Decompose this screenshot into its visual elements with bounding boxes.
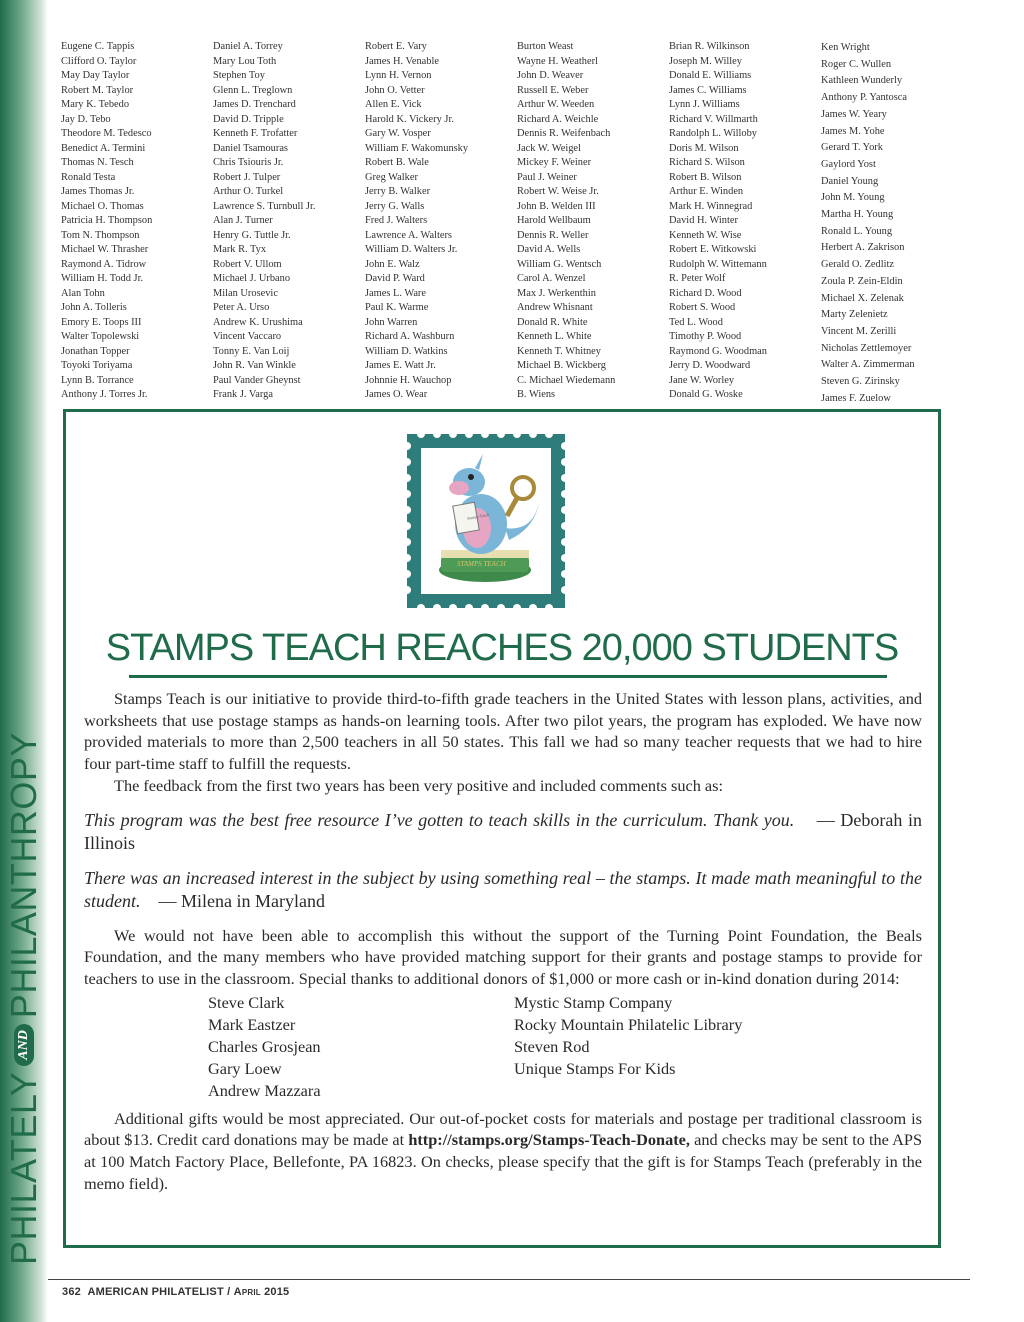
list-item: R. Peter Wolf [669,273,726,284]
list-item: Fred J. Walters [365,215,428,226]
list-item: C. Michael Wiedemann [517,374,616,386]
list-item: B. Wiens [517,389,556,400]
list-item: Harold Wellbaum [517,215,591,226]
list-item: Peter A. Urso [213,302,270,313]
list-item: Lynn J. Williams [669,99,740,110]
list-item: Paul J. Weiner [517,171,577,183]
footer-rule [48,1279,970,1280]
list-item: Rudolph W. Wittemann [669,258,767,270]
section-label-philately: PHILATELY [3,1071,44,1265]
list-item: Lawrence A. Walters [365,229,452,241]
donor-name: Charles Grosjean [208,1036,321,1056]
list-item: John D. Weaver [517,70,584,81]
list-item: Michael J. Urbano [213,273,291,284]
donor-name: Steve Clark [208,992,285,1012]
list-item: John M. Young [821,192,885,204]
list-item: Milan Urosevic [213,287,278,299]
list-item: John B. Welden III [517,200,596,212]
list-item: Mickey F. Weiner [517,157,592,168]
list-item: Raymond A. Tidrow [61,258,147,270]
list-item: Richard A. Weichle [517,113,599,125]
list-item: Vincent M. Zerilli [821,325,897,337]
list-item: James M. Yohe [821,125,885,137]
list-item: Jane W. Worley [669,374,735,386]
list-item: Kenneth L. White [517,331,592,342]
quote-2-attribution: — Milena in Maryland [158,890,325,911]
list-item: Anthony J. Torres Jr. [61,389,148,400]
list-item: Nicholas Zettlemoyer [821,342,912,354]
paragraph-feedback: The feedback from the first two years has been very positive and included comments such as: [114,775,723,795]
list-item: Johnnie H. Wauchop [365,374,452,386]
list-item: Robert W. Weise Jr. [517,186,599,197]
list-item: Arthur W. Weeden [517,99,595,110]
list-item: Anthony P. Yantosca [821,92,908,104]
list-item: Kenneth F. Trofatter [213,128,298,139]
donor-column-right [514,992,820,1102]
and-badge: AND [14,1024,34,1066]
list-item: Emory E. Toops III [61,316,142,328]
list-item: David D. Tripple [213,113,284,125]
list-item: Jerry B. Walker [365,186,431,197]
donor-name: Mark Eastzer [208,1014,296,1034]
list-item: Frank J. Varga [213,389,273,400]
list-item: Gerald O. Zedlitz [821,259,894,271]
list-item: Michael W. Thrasher [61,244,149,255]
list-item: Richard D. Wood [669,287,742,299]
list-item: Roger C. Wullen [821,58,892,70]
name-column [213,40,359,407]
list-item: May Day Taylor [61,70,130,81]
list-item: William D. Walters Jr. [365,244,458,255]
list-item: Donald G. Woske [669,389,743,400]
list-item: Harold K. Vickery Jr. [365,113,454,125]
list-item: Richard A. Washburn [365,331,455,342]
list-item: Vincent Vaccaro [213,331,282,342]
list-item: Eugene C. Tappis [61,41,135,52]
list-item: Lawrence S. Turnbull Jr. [213,200,316,212]
donor-name: Mystic Stamp Company [514,992,673,1012]
list-item: Mary K. Tebedo [61,99,130,110]
quote-1 [84,809,922,855]
list-item: Robert S. Wood [669,302,736,313]
list-item: James F. Zuelow [821,392,891,404]
donor-list [208,992,922,1102]
list-item: Jerry D. Woodward [669,360,751,371]
list-item: Gary W. Vosper [365,128,431,139]
list-item: David P. Ward [365,273,425,284]
list-item: James E. Watt Jr. [365,360,436,371]
list-item: Greg Walker [365,171,418,183]
list-item: Clifford O. Taylor [61,55,137,67]
donor-name: Andrew Mazzara [208,1080,321,1100]
list-item: John A. Tolleris [61,302,127,313]
paragraph-donate [84,1108,922,1195]
paragraph-thanks: We would not have been able to accomplish this without the support of the Turning Point Foundation, the Beals Foundation, and the many members who have provided matching support for their grants and postage stamps to provide for teachers to use in the classroom. Special thanks to additional donors of $1,000 or more cash or in-kind donation during 2014: [84,925,922,988]
list-item: Arthur O. Turkel [213,186,284,197]
list-item: Jack W. Weigel [517,142,581,154]
list-item: Jerry G. Walls [365,200,425,212]
donate-link[interactable]: http://stamps.org/Stamps-Teach-Donate, [408,1130,690,1150]
list-item: Jay D. Tebo [61,113,111,125]
svg-text:STAMPS TEACH: STAMPS TEACH [457,560,506,568]
list-item: Michael B. Wickberg [517,360,606,371]
article-headline: STAMPS TEACH REACHES 20,000 STUDENTS [105,627,899,669]
list-item: Walter A. Zimmerman [821,359,915,371]
list-item: Michael O. Thomas [61,200,144,212]
list-item: Kathleen Wunderly [821,75,903,87]
list-item: Ken Wright [821,42,870,53]
list-item: Donald E. Williams [669,70,752,81]
list-item: James H. Venable [365,55,439,67]
quote-2 [84,867,922,913]
list-item: Daniel A. Torrey [213,41,283,52]
list-item: Brian R. Wilkinson [669,41,750,52]
list-item: Arthur E. Winden [669,186,744,197]
list-item: Walter Topolewski [61,331,140,342]
donor-name: Gary Loew [208,1058,282,1078]
list-item: Tonny E. Van Loij [213,345,290,357]
list-item: Kenneth W. Wise [669,229,742,241]
list-item: Ronald L. Young [821,225,893,237]
publication-name: AMERICAN PHILATELIST [87,1286,224,1298]
list-item: Raymond G. Woodman [669,345,767,357]
list-item: Robert B. Wilson [669,171,742,183]
list-item: Mark R. Tyx [213,244,267,255]
list-item: Max J. Werkenthin [517,287,596,299]
list-item: William G. Wentsch [517,258,602,270]
list-item: David H. Winter [669,215,738,226]
list-item: Randolph L. Willoby [669,128,757,139]
list-item: Andrew K. Urushima [213,316,303,328]
list-item: James D. Trenchard [213,99,296,110]
list-item: Michael X. Zelenak [821,292,904,304]
donor-name: Unique Stamps For Kids [514,1058,676,1078]
list-item: Thomas N. Tesch [61,157,134,168]
list-item: James Thomas Jr. [61,186,135,197]
list-item: James C. Williams [669,84,747,96]
list-item: Theodore M. Tedesco [61,128,152,139]
list-item: Richard S. Wilson [669,157,745,168]
list-item: David A. Wells [517,244,581,255]
name-column [669,40,815,407]
list-item: Robert V. Ullom [213,258,282,270]
list-item: Glenn L. Treglown [213,84,293,96]
name-column [821,40,931,407]
list-item: Daniel Young [821,175,879,187]
list-item: Robert B. Wale [365,157,429,168]
list-item: Wayne H. Weatherl [517,55,598,67]
list-item: Joseph M. Willey [669,55,742,67]
list-item: Martha H. Young [821,209,894,221]
list-item: Timothy P. Wood [669,331,742,342]
list-item: Russell E. Weber [517,84,589,96]
headline-rule [129,675,887,678]
list-item: James W. Yeary [821,108,887,120]
page-footer [62,1286,289,1298]
list-item: Henry G. Tuttle Jr. [213,229,291,241]
list-item: Lynn B. Torrance [61,374,134,386]
name-column [517,40,663,407]
list-item: Kenneth T. Whitney [517,345,601,357]
list-item: Richard V. Willmarth [669,113,758,125]
section-label [1,732,47,1265]
article-body [84,688,922,1194]
donor-name-list [61,40,931,407]
list-item: Doris M. Wilson [669,142,739,154]
stamps-teach-logo [405,432,567,610]
list-item: John R. Van Winkle [213,360,296,371]
list-item: John E. Walz [365,258,420,270]
list-item: Stephen Toy [213,70,265,81]
name-column [365,40,511,407]
list-item: Ted L. Wood [669,316,723,328]
list-item: Dennis R. Weifenbach [517,128,611,139]
footer-separator: / [227,1286,231,1298]
list-item: Ronald Testa [61,171,116,183]
list-item: Chris Tsiouris Jr. [213,157,284,168]
list-item: William F. Wakomunsky [365,142,469,154]
list-item: Gaylord Yost [821,158,876,170]
list-item: Marty Zelenietz [821,309,888,321]
name-column [61,40,207,407]
list-item: Carol A. Wenzel [517,273,586,284]
list-item: John O. Vetter [365,84,425,96]
list-item: Andrew Whisnant [517,302,593,313]
list-item: Zoula P. Zein-Eldin [821,275,903,287]
donor-name: Rocky Mountain Philatelic Library [514,1014,743,1034]
list-item: Robert M. Taylor [61,84,134,96]
donor-column-left [208,992,514,1102]
list-item: Paul K. Warme [365,302,429,313]
list-item: Daniel Tsamouras [213,142,288,154]
list-item: Mark H. Winnegrad [669,200,753,212]
list-item: Gerard T. York [821,142,883,154]
list-item: Mary Lou Toth [213,55,277,67]
list-item: Herbert A. Zakrison [821,242,905,254]
list-item: William D. Watkins [365,345,448,357]
list-item: Allen E. Vick [365,99,422,110]
quote-1-text: This program was the best free resource I’ve gotten to teach skills in the curriculum. Thank you. [84,809,795,830]
list-item: Donald R. White [517,316,588,328]
donate-text-end: and checks may be sent to the APS at 100 Match Factory Place, Bellefonte, PA 16823. On checks, please specify that the gift is for Stamps Teach (preferably in the memo field). [84,1130,922,1193]
list-item: Tom N. Thompson [61,229,140,241]
svg-text:Stamps Teach: Stamps Teach [466,512,490,521]
quote-1-attribution: — Deborah in Illinois [84,809,922,853]
sidebar-band [0,0,48,1322]
list-item: Paul Vander Gheynst [213,374,301,386]
list-item: Jonathan Topper [61,345,130,357]
paragraph-intro: Stamps Teach is our initiative to provide third-to-fifth grade teachers in the United States with lesson plans, activities, and worksheets that use postage stamps as hands-on learning tools. After two pilot years, the program has exploded. We have now provided materials to more than 2,500 teachers in all 50 states. This fall we had so many teacher requests that we had to hire four part-time staff to fulfill the requests. [84,689,922,774]
issue-month: April [233,1286,261,1298]
quote-2-text: There was an increased interest in the subject by using something real – the stamps. It made math meaningful to the student. [84,867,922,911]
list-item: Patricia H. Thompson [61,215,153,226]
section-label-philanthropy: PHILANTHROPY [3,732,44,1019]
list-item: William H. Todd Jr. [61,273,144,284]
list-item: John Warren [365,316,418,328]
list-item: Robert E. Vary [365,41,427,52]
list-item: James L. Ware [365,287,427,299]
donor-name: Steven Rod [514,1036,590,1056]
list-item: James O. Wear [365,389,428,400]
list-item: Dennis R. Weller [517,229,589,241]
article-box [63,409,941,1248]
list-item: Toyoki Toriyama [61,360,133,371]
list-item: Benedict A. Termini [61,142,146,154]
list-item: Burton Weast [517,41,574,52]
list-item: Robert J. Tulper [213,171,281,183]
issue-year: 2015 [264,1286,290,1298]
list-item: Alan J. Turner [213,215,273,226]
list-item: Lynn H. Vernon [365,70,432,81]
page-number: 362 [62,1286,81,1298]
list-item: Steven G. Zirinsky [821,376,900,388]
list-item: Alan Tohn [61,287,105,299]
list-item: Robert E. Witkowski [669,244,757,255]
donate-text-start: Additional gifts would be most appreciated. Our out-of-pocket costs for materials and postage per traditional classroom is about $13. Credit card donations may be made at [84,1108,922,1150]
